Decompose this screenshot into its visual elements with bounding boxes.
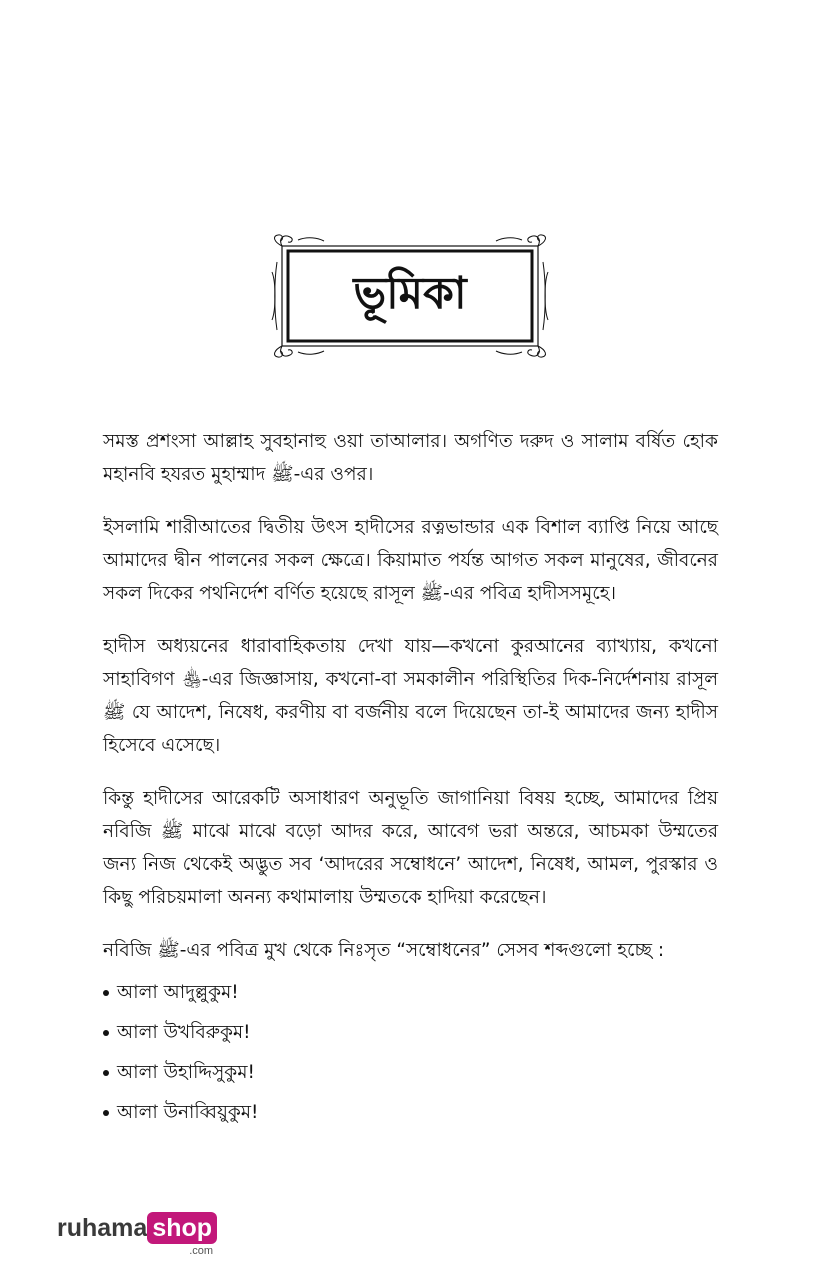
logo-shop-text: shop	[147, 1212, 217, 1244]
bullet-icon	[103, 1030, 109, 1036]
logo-domain-text: .com	[189, 1245, 214, 1257]
bullet-icon	[103, 1070, 109, 1076]
paragraph: সমস্ত প্রশংসা আল্লাহ সুবহানাহু ওয়া তাআলার। অগণিত দরুদ ও সালাম বর্ষিত হোক মহানবি হযরত মুহাম্মাদ ﷺ-এর ওপর।	[103, 431, 718, 485]
paragraph: হাদীস অধ্যয়নের ধারাবাহিকতায় দেখা যায়—কখনো কুরআনের ব্যাখ্যায়, কখনো সাহাবিগণ ﵃-এর জিজ্ঞাসায়, কখনো-বা সমকালীন পরিস্থিতির দিক-নির্দেশনায় রাসূল ﷺ যে আদেশ, নিষেধ, করণীয় বা বর্জনীয় বলে দিয়েছেন তা-ই আমাদের জন্য হাদীস হিসেবে এসেছে।	[103, 636, 718, 756]
bullet-icon	[103, 990, 109, 996]
page-title: ভূমিকা	[353, 267, 467, 319]
list-item-text: আলা উখবিরুকুম!	[117, 1022, 251, 1043]
heading-frame	[268, 232, 552, 360]
bullet-icon	[103, 1110, 109, 1116]
paragraph: ইসলামি শারীআতের দ্বিতীয় উৎস হাদীসের রত্নভান্ডার এক বিশাল ব্যাপ্তি নিয়ে আছে আমাদের দ্বীন পালনের সকল ক্ষেত্রে। কিয়ামাত পর্যন্ত আগত সকল মানুষের, জীবনের সকল দিকের পথনির্দেশ বর্ণিত হয়েছে রাসূল ﷺ-এর পবিত্র হাদীসসমূহে।	[103, 517, 718, 604]
paragraph: নবিজি ﷺ-এর পবিত্র মুখ থেকে নিঃসৃত “সম্বোধনের” সেসব শব্দগুলো হচ্ছে :	[103, 940, 665, 961]
list-item	[103, 1099, 718, 1127]
logo-shop-group	[147, 1212, 217, 1257]
list-item-text: আলা উনাব্বিয়ুকুম!	[117, 1102, 259, 1123]
logo-ruhama-text: ruhama	[57, 1214, 148, 1242]
bullet-list	[103, 979, 718, 1127]
ruhamashop-logo	[57, 1212, 217, 1262]
list-item	[103, 1019, 718, 1047]
list-item-text: আলা উহাদ্দিসুকুম!	[117, 1062, 255, 1083]
list-item-text: আলা আদুল্লুকুম!	[117, 982, 239, 1003]
list-item	[103, 979, 718, 1007]
body-content	[103, 425, 718, 1139]
list-item	[103, 1059, 718, 1087]
paragraph: কিন্তু হাদীসের আরেকটি অসাধারণ অনুভূতি জাগানিয়া বিষয় হচ্ছে, আমাদের প্রিয় নবিজি ﷺ মাঝে মাঝে বড়ো আদর করে, আবেগ ভরা অন্তরে, আচমকা উম্মতের জন্য নিজ থেকেই অদ্ভুত সব ‘আদরের সম্বোধনে’ আদেশ, নিষেধ, আমল, পুরস্কার ও কিছু পরিচয়মালা অনন্য কথামালায় উম্মতকে হাদিয়া করেছেন।	[103, 788, 718, 908]
